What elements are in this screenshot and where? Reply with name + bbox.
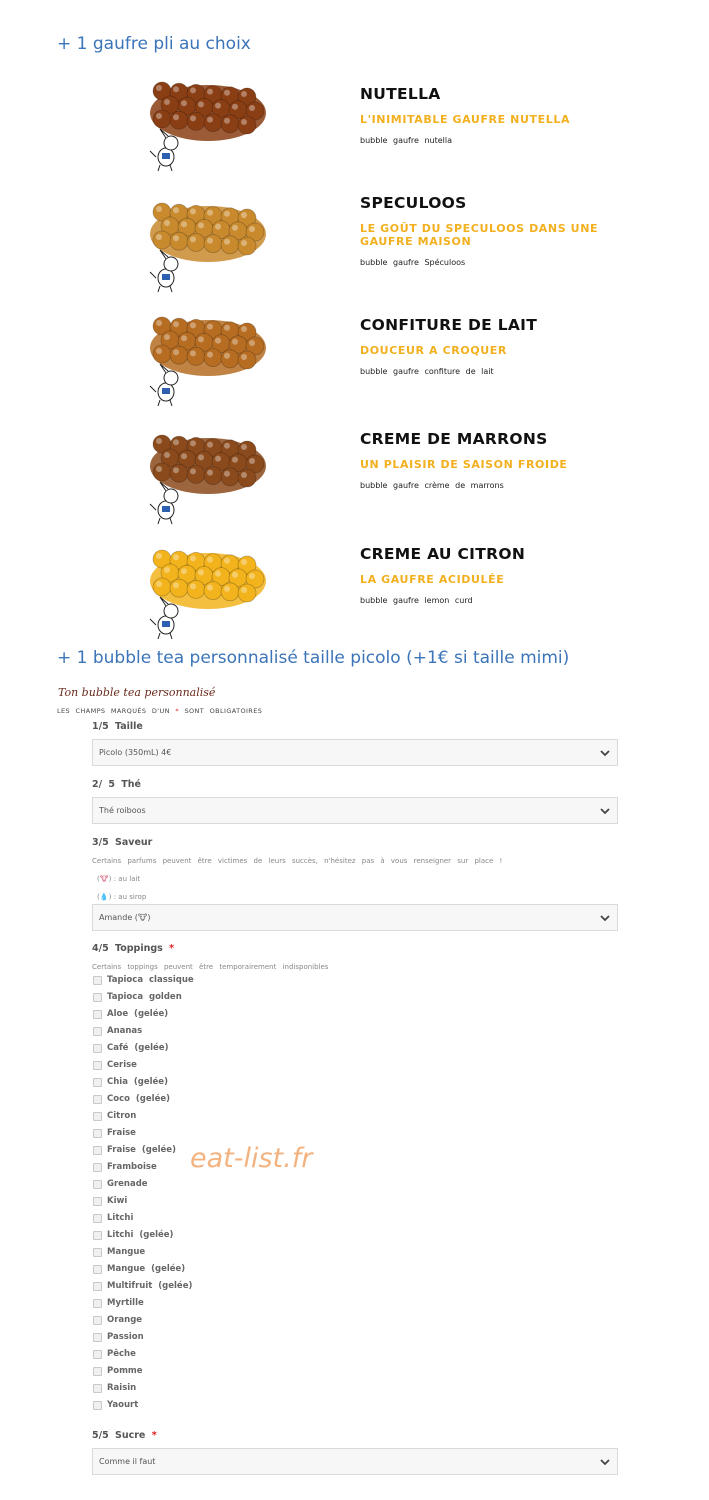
product-description: bubble gaufre confiture de lait: [360, 367, 494, 376]
topping-checkbox[interactable]: [93, 1384, 102, 1393]
product-tagline: LA GAUFRE ACIDULÉE: [360, 573, 505, 586]
product-item[interactable]: [0, 186, 709, 296]
topping-checkbox[interactable]: [93, 1112, 102, 1121]
saveur-select-value: Amande (🐮): [99, 913, 151, 922]
chevron-down-icon: [599, 912, 611, 924]
topping-option[interactable]: [93, 1160, 157, 1174]
topping-option[interactable]: [93, 1075, 168, 1089]
topping-option[interactable]: [93, 1296, 144, 1310]
chevron-down-icon: [599, 1456, 611, 1468]
topping-option[interactable]: [93, 973, 194, 987]
topping-label: Multifruit (gelée): [107, 1281, 193, 1291]
bubble-tea-section-title: + 1 bubble tea personnalisé taille picolo (+1€ si taille mimi): [57, 648, 570, 668]
legend-lait: (🐮) : au lait: [97, 875, 141, 883]
waffle-section-title: + 1 gaufre pli au choix: [57, 34, 251, 54]
topping-checkbox[interactable]: [93, 1027, 102, 1036]
product-description: bubble gaufre lemon curd: [360, 596, 473, 605]
topping-checkbox[interactable]: [93, 1214, 102, 1223]
topping-checkbox[interactable]: [93, 1231, 102, 1240]
chevron-down-icon: [599, 805, 611, 817]
toppings-label: [92, 943, 174, 954]
topping-option[interactable]: [93, 990, 182, 1004]
topping-option[interactable]: [93, 1398, 138, 1412]
taille-select-value: Picolo (350mL) 4€: [99, 748, 172, 757]
topping-option[interactable]: [93, 1092, 170, 1106]
watermark: eat-list.fr: [190, 1143, 313, 1174]
topping-label: Litchi (gelée): [107, 1230, 174, 1240]
topping-option[interactable]: [93, 1330, 144, 1344]
topping-option[interactable]: [93, 1364, 143, 1378]
taille-select[interactable]: [92, 739, 618, 766]
topping-checkbox[interactable]: [93, 1299, 102, 1308]
product-description: bubble gaufre Spéculoos: [360, 258, 466, 267]
waffle-image: [140, 533, 274, 643]
legend-sirop-text: : au sirop: [113, 893, 147, 901]
product-name: CONFITURE DE LAIT: [360, 316, 538, 334]
required-star: *: [169, 943, 175, 954]
topping-label: Litchi: [107, 1213, 134, 1223]
topping-option[interactable]: [93, 1262, 185, 1276]
product-item[interactable]: [0, 418, 709, 528]
topping-checkbox[interactable]: [93, 1197, 102, 1206]
toppings-label-text: 4/5 Toppings: [92, 943, 163, 954]
topping-label: Tapioca golden: [107, 992, 182, 1002]
topping-label: Pêche: [107, 1349, 136, 1359]
chevron-down-icon: [599, 747, 611, 759]
product-description: bubble gaufre nutella: [360, 136, 452, 145]
topping-label: Passion: [107, 1332, 144, 1342]
product-tagline: DOUCEUR A CROQUER: [360, 344, 507, 357]
product-text: [360, 85, 630, 145]
topping-checkbox[interactable]: [93, 1163, 102, 1172]
topping-checkbox[interactable]: [93, 1350, 102, 1359]
waffle-image: [140, 418, 274, 528]
product-item[interactable]: [0, 65, 709, 175]
topping-option[interactable]: [93, 1211, 133, 1225]
product-name: CREME AU CITRON: [360, 545, 526, 563]
topping-option[interactable]: [93, 1245, 145, 1259]
topping-checkbox[interactable]: [93, 976, 102, 985]
topping-option[interactable]: [93, 1228, 173, 1242]
product-text: [360, 194, 630, 267]
topping-option[interactable]: [93, 1347, 136, 1361]
product-description: bubble gaufre crème de marrons: [360, 481, 504, 490]
product-name: CREME DE MARRONS: [360, 430, 548, 448]
topping-label: Mangue: [107, 1247, 146, 1257]
topping-label: Fraise: [107, 1128, 136, 1138]
topping-label: Mangue (gelée): [107, 1264, 186, 1274]
topping-checkbox[interactable]: [93, 1333, 102, 1342]
sucre-select[interactable]: [92, 1448, 618, 1475]
required-fields-note: [57, 707, 262, 715]
product-item[interactable]: [0, 300, 709, 410]
topping-label: Yaourt: [107, 1400, 139, 1410]
product-name: NUTELLA: [360, 85, 441, 103]
topping-option[interactable]: [93, 1194, 127, 1208]
saveur-hint: Certains parfums peuvent être victimes de leurs succès, n'hésitez pas à vous renseigner sur place !: [92, 857, 503, 865]
topping-option[interactable]: [93, 1279, 192, 1293]
topping-checkbox[interactable]: [93, 1095, 102, 1104]
waffle-image: [140, 300, 274, 410]
form-title: Ton bubble tea personnalisé: [58, 686, 216, 699]
required-star: *: [151, 1430, 157, 1441]
topping-checkbox[interactable]: [93, 1146, 102, 1155]
topping-option[interactable]: [93, 1024, 142, 1038]
product-tagline: L'INIMITABLE GAUFRE NUTELLA: [360, 113, 571, 126]
required-star: *: [175, 707, 179, 715]
waffle-image: [140, 186, 274, 296]
product-tagline: UN PLAISIR DE SAISON FROIDE: [360, 458, 568, 471]
saveur-select[interactable]: [92, 904, 618, 931]
product-tagline: LE GOÛT DU SPECULOOS DANS UNE GAUFRE MAISON: [360, 222, 599, 248]
topping-label: Grenade: [107, 1179, 148, 1189]
product-item[interactable]: [0, 533, 709, 643]
waffle-image: [140, 65, 274, 175]
topping-option[interactable]: [93, 1313, 142, 1327]
topping-checkbox[interactable]: [93, 1078, 102, 1087]
product-name: SPECULOOS: [360, 194, 467, 212]
topping-label: Kiwi: [107, 1196, 128, 1206]
topping-option[interactable]: [93, 1109, 136, 1123]
topping-label: Pomme: [107, 1366, 143, 1376]
topping-label: Fraise (gelée): [107, 1145, 176, 1155]
topping-checkbox[interactable]: [93, 1010, 102, 1019]
drop-icon: 💧: [99, 893, 109, 901]
topping-checkbox[interactable]: [93, 1401, 102, 1410]
topping-label: Aloe (gelée): [107, 1009, 169, 1019]
topping-label: Myrtille: [107, 1298, 144, 1308]
topping-label: Framboise: [107, 1162, 157, 1172]
product-text: [360, 430, 630, 490]
topping-checkbox[interactable]: [93, 1282, 102, 1291]
product-text: [360, 316, 630, 376]
topping-option[interactable]: [93, 1177, 148, 1191]
topping-option[interactable]: [93, 1143, 176, 1157]
the-select[interactable]: [92, 797, 618, 824]
topping-option[interactable]: [93, 1381, 136, 1395]
topping-label: Citron: [107, 1111, 137, 1121]
product-text: [360, 545, 630, 605]
sucre-label-text: 5/5 Sucre: [92, 1430, 146, 1441]
topping-checkbox[interactable]: [93, 1316, 102, 1325]
topping-label: Coco (gelée): [107, 1094, 170, 1104]
required-note-before: LES CHAMPS MARQUÉS D'UN: [57, 707, 170, 715]
topping-option[interactable]: [93, 1126, 136, 1140]
topping-option[interactable]: [93, 1058, 137, 1072]
toppings-hint: Certains toppings peuvent être temporairement indisponibles: [92, 963, 329, 971]
topping-checkbox[interactable]: [93, 1180, 102, 1189]
legend-sirop: (💧) : au sirop: [97, 893, 147, 901]
legend-lait-text: : au lait: [113, 875, 141, 883]
taille-label: 1/5 Taille: [92, 721, 143, 732]
topping-checkbox[interactable]: [93, 1265, 102, 1274]
topping-label: Café (gelée): [107, 1043, 169, 1053]
topping-checkbox[interactable]: [93, 993, 102, 1002]
topping-checkbox[interactable]: [93, 1367, 102, 1376]
topping-checkbox[interactable]: [93, 1248, 102, 1257]
the-label: 2/ 5 Thé: [92, 779, 141, 790]
sucre-select-value: Comme il faut: [99, 1457, 156, 1466]
topping-label: Cerise: [107, 1060, 137, 1070]
the-select-value: Thé roiboos: [99, 806, 146, 815]
cow-icon: 🐮: [100, 875, 109, 883]
topping-checkbox[interactable]: [93, 1061, 102, 1070]
topping-checkbox[interactable]: [93, 1129, 102, 1138]
required-note-after: SONT OBLIGATOIRES: [184, 707, 263, 715]
topping-option[interactable]: [93, 1041, 168, 1055]
saveur-label: 3/5 Saveur: [92, 837, 153, 848]
topping-option[interactable]: [93, 1007, 168, 1021]
topping-label: Tapioca classique: [107, 975, 194, 985]
topping-label: Orange: [107, 1315, 143, 1325]
topping-label: Chia (gelée): [107, 1077, 168, 1087]
sucre-label: [92, 1430, 157, 1441]
topping-label: Ananas: [107, 1026, 143, 1036]
topping-label: Raisin: [107, 1383, 137, 1393]
topping-checkbox[interactable]: [93, 1044, 102, 1053]
